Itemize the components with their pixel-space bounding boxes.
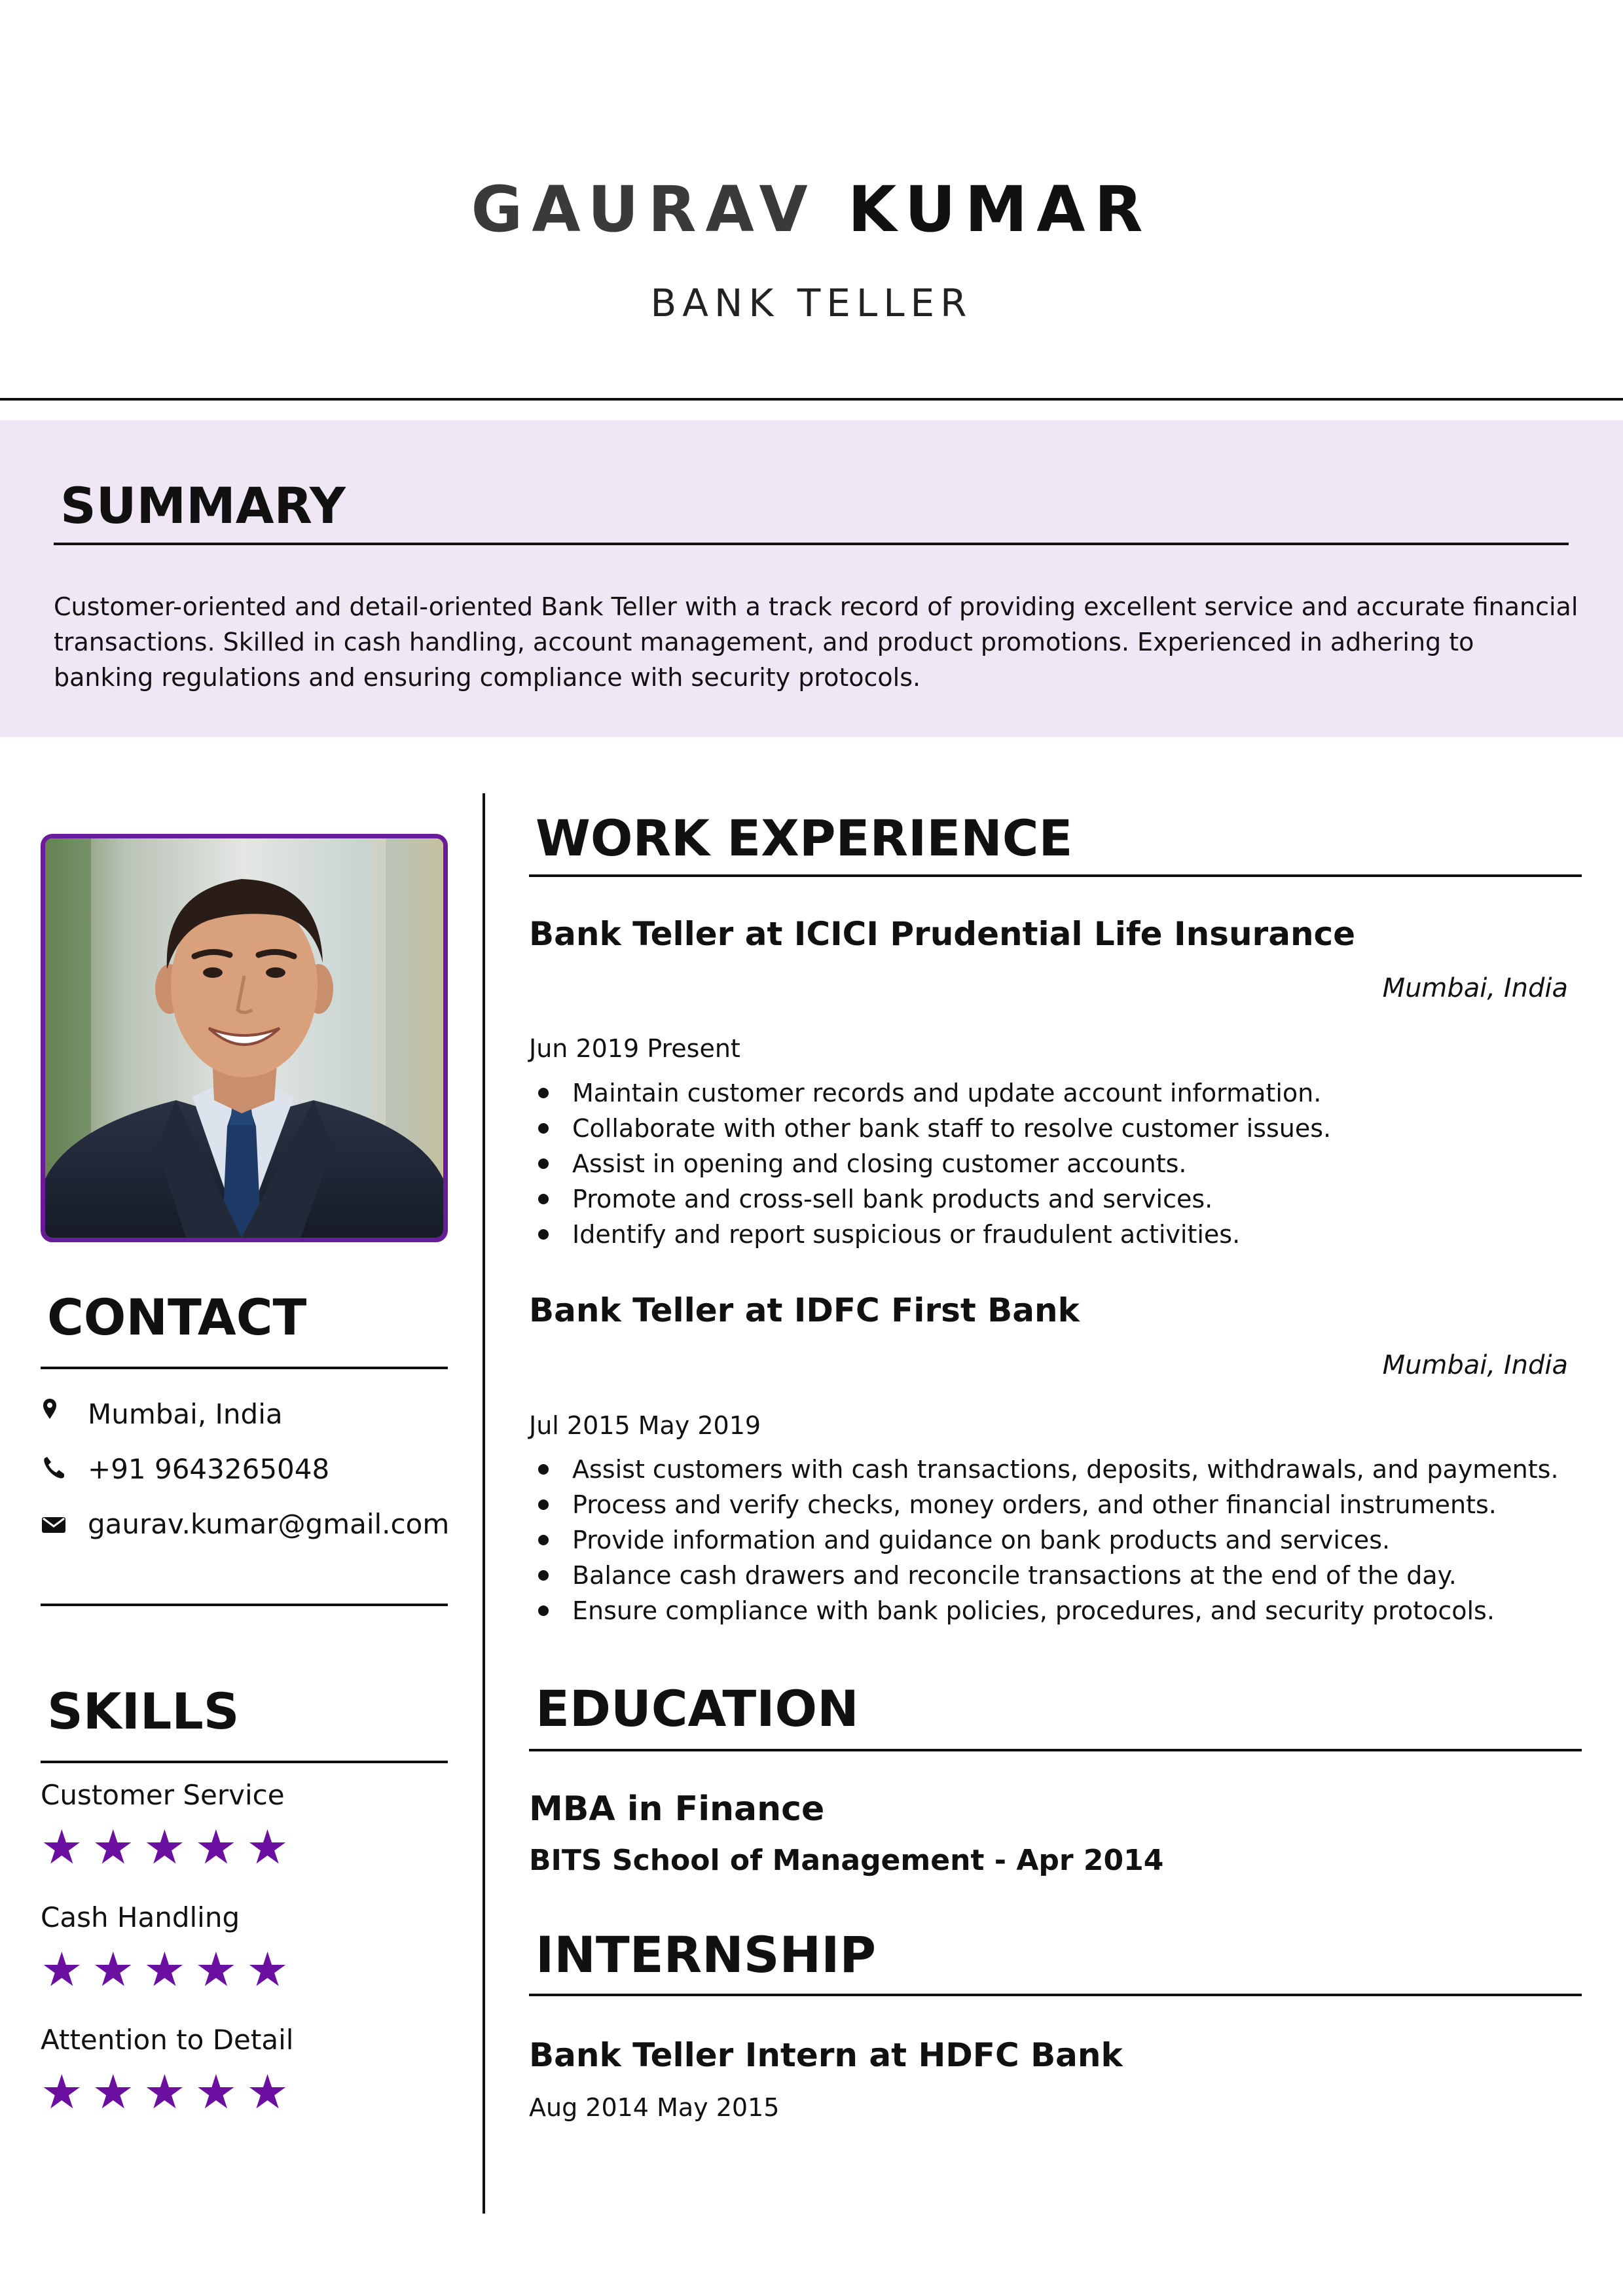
star-icon: ★ — [41, 1942, 92, 1997]
star-icon: ★ — [246, 1942, 298, 1997]
header-divider — [0, 398, 1623, 401]
list-item: Maintain customer records and update account information. — [529, 1075, 1577, 1111]
last-name: KUMAR — [848, 173, 1152, 246]
envelope-icon — [41, 1503, 67, 1546]
contact-heading: CONTACT — [47, 1288, 307, 1346]
contact-divider — [41, 1367, 448, 1369]
contact-bottom-divider — [41, 1604, 448, 1606]
summary-divider — [54, 543, 1569, 545]
contact-phone-text: +91 9643265048 — [88, 1453, 330, 1485]
job-title: Bank Teller at IDFC First Bank — [529, 1291, 1080, 1329]
internship-divider — [529, 1994, 1582, 1996]
contact-location — [41, 1393, 448, 1436]
star-icon: ★ — [92, 1820, 144, 1874]
work-experience-divider — [529, 874, 1582, 877]
contact-email — [41, 1503, 448, 1589]
contact-email-text: gaurav.kumar@gmail.com — [88, 1508, 450, 1540]
first-name: GAURAV — [471, 173, 817, 246]
star-icon: ★ — [194, 2064, 247, 2119]
skill-name: Customer Service — [41, 1779, 285, 1811]
job-location: Mumbai, India — [1382, 1350, 1568, 1380]
list-item: Process and verify checks, money orders, and other financial instruments. — [529, 1487, 1577, 1522]
internship-title: Bank Teller Intern at HDFC Bank — [529, 2036, 1123, 2074]
internship-heading: INTERNSHIP — [536, 1926, 877, 1984]
skills-divider — [41, 1761, 448, 1763]
skill-rating — [41, 2066, 298, 2118]
job-title: Bank Teller at ICICI Prudential Life Insurance — [529, 915, 1356, 953]
list-item: Promote and cross-sell bank products and services. — [529, 1181, 1577, 1217]
star-icon: ★ — [246, 2064, 298, 2119]
star-icon: ★ — [194, 1820, 247, 1874]
star-icon: ★ — [143, 1942, 195, 1997]
location-pin-icon — [41, 1393, 67, 1436]
star-icon: ★ — [194, 1942, 247, 1997]
education-school: BITS School of Management - Apr 2014 — [529, 1844, 1164, 1877]
skills-heading: SKILLS — [47, 1682, 240, 1740]
summary-text: Customer-oriented and detail-oriented Bank Teller with a track record of providing excellent service and accurate financial transactions. Skilled in cash handling, account management, and product promotions. Experienced in adhering to banking regulations and ensuring compliance with security protocols. — [54, 592, 1578, 692]
contact-phone — [41, 1448, 448, 1491]
star-icon: ★ — [92, 2064, 144, 2119]
list-item: Collaborate with other bank staff to resolve customer issues. — [529, 1111, 1577, 1146]
job-location: Mumbai, India — [1382, 973, 1568, 1003]
star-icon: ★ — [92, 1942, 144, 1997]
list-item: Balance cash drawers and reconcile transactions at the end of the day. — [529, 1558, 1577, 1593]
list-item: Assist in opening and closing customer accounts. — [529, 1146, 1577, 1181]
list-item: Identify and report suspicious or fraudulent activities. — [529, 1217, 1577, 1252]
education-heading: EDUCATION — [536, 1679, 859, 1738]
education-degree: MBA in Finance — [529, 1789, 825, 1829]
star-icon: ★ — [143, 1820, 195, 1874]
job-responsibilities — [529, 1075, 1577, 1252]
star-icon: ★ — [143, 2064, 195, 2119]
job-dates: Jun 2019 Present — [529, 1034, 740, 1063]
skill-rating — [41, 1943, 298, 1996]
list-item: Provide information and guidance on bank products and services. — [529, 1522, 1577, 1558]
contact-location-text: Mumbai, India — [88, 1398, 283, 1430]
job-title: BANK TELLER — [650, 281, 973, 325]
skill-rating — [41, 1821, 298, 1873]
job-dates: Jul 2015 May 2019 — [529, 1411, 761, 1440]
star-icon: ★ — [41, 2064, 92, 2119]
list-item: Assist customers with cash transactions, deposits, withdrawals, and payments. — [529, 1452, 1577, 1487]
education-divider — [529, 1749, 1582, 1751]
internship-dates: Aug 2014 May 2015 — [529, 2093, 780, 2122]
work-experience-heading: WORK EXPERIENCE — [536, 809, 1073, 867]
summary-heading: SUMMARY — [60, 476, 346, 535]
profile-photo — [41, 834, 448, 1242]
star-icon: ★ — [41, 1820, 92, 1874]
job-responsibilities — [529, 1452, 1577, 1628]
candidate-name — [0, 170, 1623, 249]
skill-name: Cash Handling — [41, 1901, 240, 1933]
star-icon: ★ — [246, 1820, 298, 1874]
phone-icon — [41, 1448, 67, 1491]
skill-name: Attention to Detail — [41, 2024, 294, 2056]
list-item: Ensure compliance with bank policies, procedures, and security protocols. — [529, 1593, 1577, 1628]
column-divider — [483, 793, 485, 2214]
